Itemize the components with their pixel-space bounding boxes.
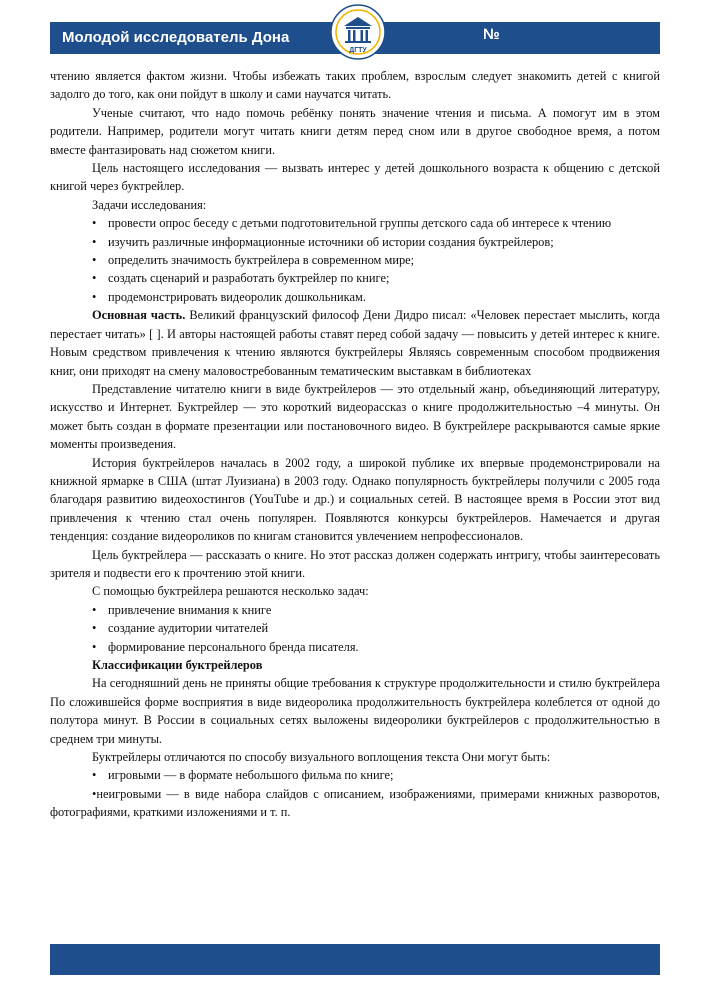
bullet-icon: • [92, 768, 97, 783]
bullet-item [50, 269, 660, 287]
paragraph-text: Представление читателю книги в виде буктрейлеров — это отдельный жанр, объединяющий литературу, искусство и Интернет. Буктрейлер — это короткий видеорассказ о книге продолжительностью –4 минуты. Он может быть создан в формате презентации или постановочного видео. В буктрейлере раскрываются самые яркие моменты произведения. [50, 381, 660, 452]
paragraph-text: Великий французский философ Дени Дидро писал: «Человек перестает мыслить, когда перестает читать» [ ]. И авторы настоящей работы ставят перед собой задачу — повысить у детей интерес к книге. Новым средством привлечения к чтению являются буктрейлеры Являясь современным способом продвижения книг, они приходят на смену маловостребованным тематическим выставкам в библиотеках [50, 308, 660, 378]
bullet-icon: • [92, 271, 97, 286]
paragraph-text: С помощью буктрейлера решаются несколько задач: [92, 584, 369, 599]
paragraph-text: На сегодняшний день не приняты общие требования к структуре продолжительности и стилю буктрейлера По сложившейся форме восприятия в виде видеоролика продолжительность буктрейлера колеблется от одной до полутора минут. В России в социальных сетях выложены видеоролики буктрейлеров с продолжительностью в среднем три минуты. [50, 676, 660, 746]
section-heading [50, 656, 660, 674]
bullet-item [50, 619, 660, 637]
university-logo-icon [330, 4, 386, 60]
paragraph-text: провести опрос беседу с детьми подготовительной группы детского сада об интересе к чтению [108, 216, 612, 231]
paragraph [50, 582, 660, 600]
paragraph [50, 67, 660, 104]
paragraph-text: создать сценарий и разработать буктрейлер по книге; [108, 271, 390, 286]
bullet-icon: • [92, 216, 97, 231]
paragraph-text: привлечение внимания к книге [108, 602, 272, 617]
paragraph-text: изучить различные информационные источники об истории создания буктрейлеров; [108, 234, 554, 249]
paragraph [50, 159, 660, 196]
article-body [50, 67, 660, 822]
bullet-icon: • [92, 289, 97, 304]
paragraph [50, 454, 660, 546]
paragraph [50, 546, 660, 583]
journal-title: Молодой исследователь Дона [62, 29, 290, 46]
paragraph-text: формирование персонального бренда писателя. [108, 639, 359, 654]
bullet-item [50, 251, 660, 269]
paragraph [50, 380, 660, 454]
paragraph [50, 196, 660, 214]
bullet-icon: • [92, 234, 97, 249]
paragraph-text: чтению является фактом жизни. Чтобы избежать таких проблем, взрослым следует знакомить детей с книгой задолго до того, как они пойдут в школу и сами научатся читать. [50, 69, 660, 102]
bullet-icon: • [92, 253, 97, 268]
paragraph [50, 306, 660, 380]
paragraph-text: игровыми — в формате небольшого фильма по книге; [108, 768, 394, 783]
bullet-icon: • [92, 621, 97, 636]
paragraph-text: создание аудитории читателей [108, 621, 269, 636]
bullet-item [50, 785, 660, 822]
bullet-item [50, 766, 660, 784]
paragraph-text: неигровыми — в виде набора слайдов с описанием, изображениями, примерами книжных разворотов, фотографиями, краткими изложениями и т. п. [50, 786, 660, 820]
paragraph-text: Цель буктрейлера — рассказать о книге. Но этот рассказ должен содержать интригу, чтобы заинтересовать зрителя и подвести его к прочтению этой книги. [50, 547, 660, 580]
bullet-icon: • [92, 602, 97, 617]
paragraph-text: продемонстрировать видеоролик дошкольникам. [108, 289, 366, 304]
bullet-item [50, 214, 660, 232]
bullet-icon: • [92, 786, 97, 801]
bullet-item [50, 233, 660, 251]
paragraph [50, 104, 660, 159]
paragraph [50, 748, 660, 766]
paragraph-text: История буктрейлеров началась в 2002 году, а широкой публике их впервые продемонстрировали на книжной ярмарке в США (штат Луизиана) в 2003 году. Однако популярность буктрейлеры получили с 2005 года благодаря развитию видеохостингов (YouTube и др.) и социальных сетей. В настоящее время в России этот вид привлечения к чтению стал очень популярен. Появляются конкурсы буктрейлеров. Намечается и другая тенденция: создание видеороликов по книгам становится увлечением непрофессионалов. [50, 455, 660, 544]
paragraph [50, 674, 660, 748]
section-lead: Основная часть. [92, 308, 186, 323]
journal-footer-bar [50, 944, 660, 975]
paragraph-text: Цель настоящего исследования — вызвать интерес у детей дошкольного возраста к общению с детской книгой через буктрейлер. [50, 161, 660, 194]
paragraph-text: Буктрейлеры отличаются по способу визуального воплощения текста Они могут быть: [92, 750, 551, 765]
logo-lettering: ДГТУ [349, 47, 367, 54]
bullet-icon: • [92, 639, 97, 654]
bullet-item [50, 288, 660, 306]
bullet-item [50, 601, 660, 619]
paragraph-text: Классификации буктрейлеров [92, 658, 263, 672]
issue-number-label: № [483, 26, 500, 43]
paragraph-text: Ученые считают, что надо помочь ребёнку понять значение чтения и письма. А помогут им в этом родители. Например, родители могут читать книги детям перед сном или в другое свободное время, а потом вместе фантазировать над сюжетом книги. [50, 105, 660, 157]
paragraph-text: Задачи исследования: [92, 197, 207, 212]
bullet-item [50, 638, 660, 656]
paragraph-text: определить значимость буктрейлера в современном мире; [108, 253, 415, 268]
